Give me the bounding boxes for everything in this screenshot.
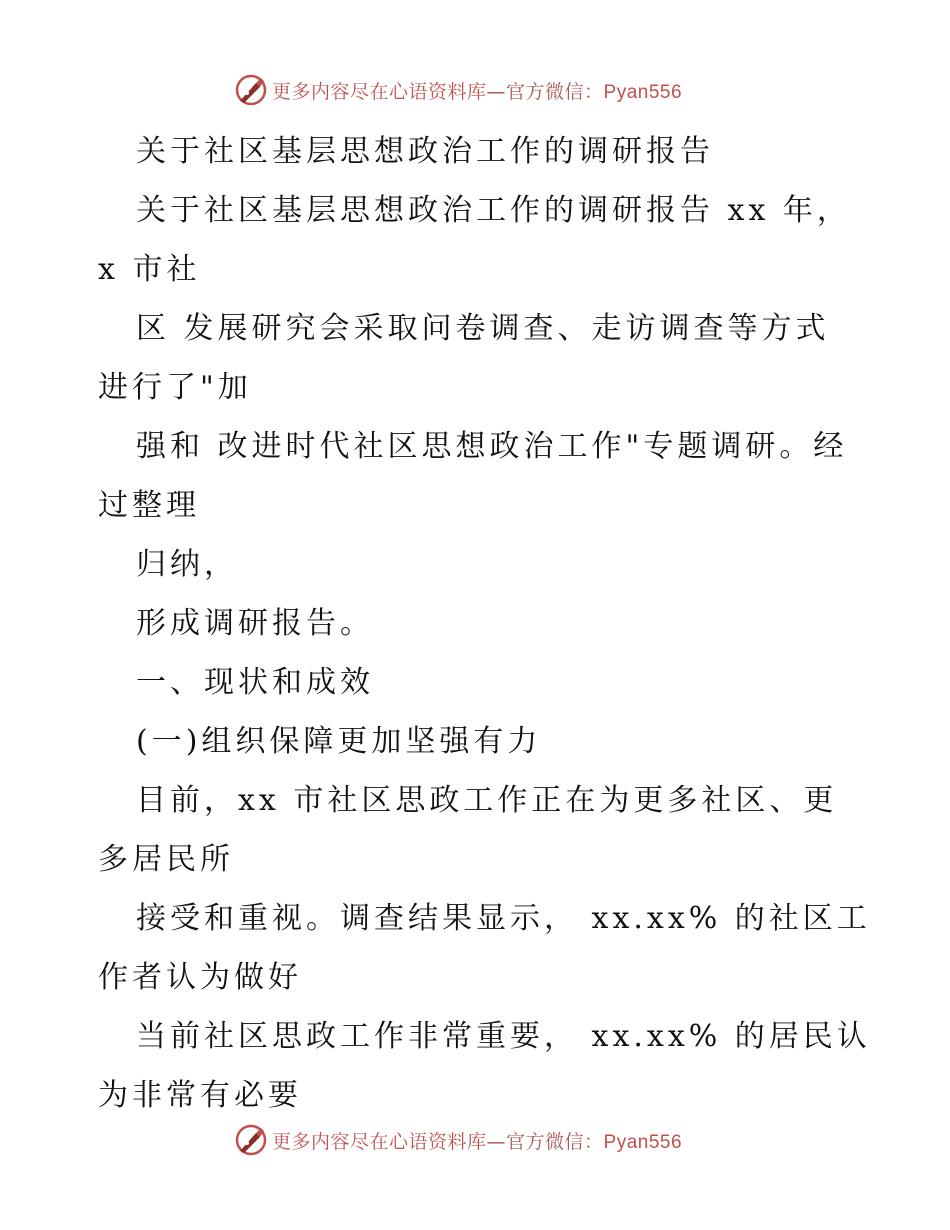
footer-watermark (234, 1122, 682, 1158)
doc-line: 多居民所 (98, 842, 234, 877)
doc-line: 作者认为做好 (98, 960, 302, 995)
document-body (98, 122, 871, 1125)
doc-line: x 市社 (98, 252, 201, 287)
watermark-dash: — (486, 80, 507, 103)
doc-line: 过整理 (98, 488, 200, 523)
doc-line: 进行了"加 (98, 370, 252, 405)
watermark-wechat-id: Pyan556 (603, 1131, 683, 1153)
doc-line: 关于社区基层思想政治工作的调研报告 xx 年， (136, 193, 851, 228)
doc-line: 形成调研报告。 (136, 606, 374, 641)
watermark-title: 更多内容尽在心语资料库 (272, 80, 487, 103)
doc-line: 接受和重视。调查结果显示， xx.xx% 的社区工 (136, 901, 871, 936)
watermark-wechat-label: 官方微信： (506, 1130, 604, 1153)
watermark-wechat-id: Pyan556 (603, 81, 683, 103)
subsection-heading: (一)组织保障更加坚强有力 (136, 724, 542, 759)
watermark-wechat-label: 官方微信： (506, 80, 604, 103)
watermark-text (272, 1127, 682, 1154)
pen-logo-icon (234, 73, 268, 107)
doc-line: 强和 改进时代社区思想政治工作"专题调研。经 (136, 429, 848, 464)
doc-line: 区 发展研究会采取问卷调查、走访调查等方式 (136, 311, 830, 346)
doc-line: 目前，xx 市社区思政工作正在为更多社区、更 (136, 783, 838, 818)
header-watermark (234, 72, 682, 108)
doc-line: 为非常有必要 (98, 1078, 302, 1113)
doc-line: 归纳， (136, 547, 238, 582)
doc-title: 关于社区基层思想政治工作的调研报告 (136, 134, 714, 169)
doc-line: 当前社区思政工作非常重要， xx.xx% 的居民认 (136, 1019, 871, 1054)
watermark-dash: — (486, 1130, 507, 1153)
watermark-text (272, 77, 682, 104)
section-heading: 一、现状和成效 (136, 665, 374, 700)
pen-logo-icon (234, 1123, 268, 1157)
watermark-title: 更多内容尽在心语资料库 (272, 1130, 487, 1153)
